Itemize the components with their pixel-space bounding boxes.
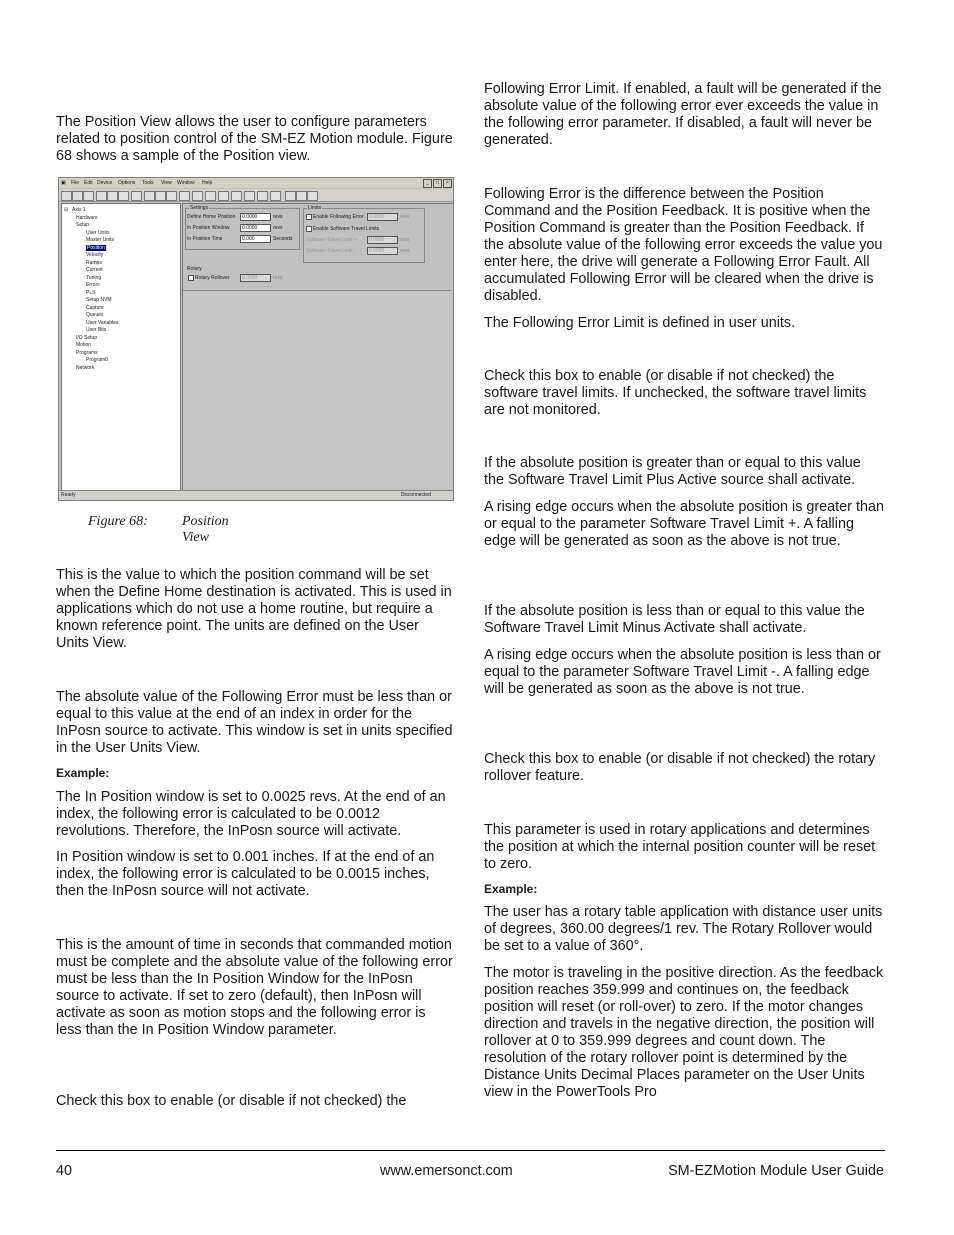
inpos-time-unit: Seconds	[273, 236, 293, 242]
context-help-icon[interactable]	[307, 191, 318, 201]
position-settings-panel	[182, 203, 454, 491]
rotary-motor-paragraph: The motor is traveling in the positive direction. As the feedback position reaches 359.999 and continues on, the feedback position will reset (or roll-over) to zero. If the motor changes direction and travels in the negative direction, the position will rollover at 0 to 359.999 degrees and count down. The resolution of the rotary rollover point is determined by the Distance Units Decimal Places parameter on the User Units view in the PowerTools Pro	[484, 965, 884, 1100]
page-number: 40	[56, 1163, 73, 1179]
help-icon[interactable]	[296, 191, 307, 201]
example-1-paragraph: The In Position window is set to 0.0025 revs. At the end of an index, the following error is calculated to be 0.0012 revolutions. Therefore, the InPosn source will activate.	[56, 789, 446, 839]
stl-minus-label: Software Travel Limit -	[306, 248, 356, 254]
inpos-time-input[interactable]: 0.000	[240, 235, 271, 243]
tree-item-io-setup[interactable]: I/O Setup	[76, 335, 98, 341]
paste-icon[interactable]	[118, 191, 129, 201]
rotary-rollover-input[interactable]: 0.0000	[240, 274, 271, 282]
rotary-rollover-label: Rotary Rollover	[195, 275, 230, 281]
stl-minus-unit: revs	[400, 248, 410, 254]
following-error-unit: revs	[400, 214, 410, 220]
stl-minus-paragraph: If the absolute position is less than or equal to this value the Software Travel Limit Minus Activate shall activate.	[484, 603, 865, 636]
minimize-button[interactable]: _	[423, 179, 432, 188]
footer-guide-title: SM-EZMotion Module User Guide	[668, 1163, 884, 1179]
fe-limit-units-paragraph: The Following Error Limit is defined in user units.	[484, 315, 796, 331]
toolbar	[59, 189, 453, 202]
window-icon[interactable]	[257, 191, 268, 201]
figure-title: Position View	[182, 514, 229, 545]
cut-icon[interactable]	[96, 191, 107, 201]
grid-icon[interactable]	[244, 191, 255, 201]
menu-edit[interactable]: Edit	[84, 180, 93, 186]
tree-item-user-bits[interactable]: User Bits	[86, 327, 107, 333]
enable-icon[interactable]	[192, 191, 203, 201]
new-icon[interactable]	[61, 191, 72, 201]
copy-icon[interactable]	[107, 191, 118, 201]
following-error-paragraph: Following Error is the difference between the Position Command and the Position Feedback. It is positive when the Position Command is greater than the Position Feedback. If the absolute value of the following error exceeds the value you enter here, the drive will generate a Following Error Fault. All accumulated Following Error will be cleared when the drive is disabled.	[484, 186, 883, 304]
about-icon[interactable]	[285, 191, 296, 201]
tree-item-user-units[interactable]: User Units	[86, 230, 110, 236]
empty-lower-pane	[183, 290, 451, 489]
enable-stl-paragraph: Check this box to enable (or disable if not checked) the software travel limits. If unchecked, the software travel limits are not monitored.	[484, 368, 867, 418]
enable-software-travel-limits-label: Enable Software Travel Limits	[313, 226, 380, 232]
example-heading-1: Example:	[56, 766, 110, 780]
rotary-rollover-paragraph: This parameter is used in rotary applications and determines the position at which the internal position counter will be reset to zero.	[484, 822, 876, 872]
tree-item-current[interactable]: Current	[86, 267, 103, 273]
example-heading-2: Example:	[484, 882, 538, 896]
status-bar	[59, 490, 453, 500]
rotary-example-paragraph: The user has a rotary table application with distance user units of degrees, 360.00 degrees/1 rev. The Rotary Rollover would be set to a value of 360°.	[484, 904, 883, 954]
maximize-button[interactable]: □	[433, 179, 442, 188]
save-icon[interactable]	[83, 191, 94, 201]
stl-plus-paragraph: If the absolute position is greater than or equal to this value the Software Travel Limit Plus Active source shall activate.	[484, 455, 861, 488]
footer-rule	[56, 1150, 885, 1151]
footer-url[interactable]: www.emersonct.com	[380, 1163, 513, 1179]
enable-following-error-checkbox[interactable]	[306, 214, 312, 220]
tree-item-user-variables[interactable]: User Variables	[86, 320, 119, 326]
menu-file[interactable]: File	[71, 180, 80, 186]
download-icon[interactable]	[166, 191, 177, 201]
list-icon[interactable]	[270, 191, 281, 201]
following-error-input[interactable]: 0.0000	[367, 213, 398, 221]
stl-minus-input[interactable]: 0.0000	[367, 247, 398, 255]
stl-plus-edge-paragraph: A rising edge occurs when the absolute position is greater than or equal to the parameter Software Travel Limit +. A falling edge will be generated as soon as the above is not true.	[484, 499, 884, 549]
tree-item-position[interactable]: Position	[87, 245, 105, 251]
stl-plus-input[interactable]: 0.0000	[367, 236, 398, 244]
inpos-window-unit: revs	[273, 225, 283, 231]
inpos-time-paragraph: This is the amount of time in seconds that commanded motion must be complete and the absolute value of the following error must be less than the In Position Window for the InPosn source to activate. If set to zero (default), then InPosn will activate as soon as motion stops and the following error is less than the In Position Window parameter.	[56, 937, 453, 1038]
define-home-label: Define Home Position	[187, 214, 236, 220]
define-home-unit: revs	[273, 214, 283, 220]
intro-paragraph: The Position View allows the user to configure parameters related to position control of the SM-EZ Motion module. Figure 68 shows a sample of the Position view.	[56, 114, 453, 164]
rotary-enable-paragraph: Check this box to enable (or disable if not checked) the rotary rollover feature.	[484, 751, 876, 784]
tree-item-motion[interactable]: Motion	[76, 342, 92, 348]
tree-item-program0[interactable]: Program0	[86, 357, 108, 363]
rotary-group-title: Rotary	[187, 266, 202, 272]
watch-icon[interactable]	[231, 191, 242, 201]
tree-item-network[interactable]: Network	[76, 365, 95, 371]
stl-plus-label: Software Travel Limit +	[306, 237, 357, 243]
status-ready: Ready	[61, 492, 76, 498]
navigation-tree	[61, 203, 181, 491]
stl-minus-edge-paragraph: A rising edge occurs when the absolute position is less than or equal to the parameter Software Travel Limit -. A falling edge will be generated as soon as the above is not true.	[484, 647, 881, 697]
settings-group-title: Settings	[190, 205, 209, 211]
fe-limit-paragraph: Following Error Limit. If enabled, a fault will be generated if the absolute value of the following error ever exceeds the value in the following error parameter. If disabled, a fault will never be generated.	[484, 81, 882, 148]
tree-item-axis[interactable]: Axis 1	[72, 207, 86, 213]
close-button[interactable]: ×	[443, 179, 452, 188]
enable-fe-paragraph: Check this box to enable (or disable if not checked) the	[56, 1093, 407, 1109]
inpos-time-label: In Position Time	[187, 236, 223, 242]
tree-item-velocity[interactable]: Velocity	[86, 252, 104, 258]
tree-item-master-units[interactable]: Master Units	[86, 237, 115, 243]
run-icon[interactable]	[179, 191, 190, 201]
menu-help[interactable]: Help	[202, 180, 213, 186]
menu-bar	[59, 178, 453, 188]
inpos-window-paragraph: The absolute value of the Following Error must be less than or equal to this value at the end of an index in order for the InPosn source to activate. This window is set in units specified in the User Units View.	[56, 689, 453, 756]
limits-group-title: Limits	[308, 205, 322, 211]
upload-icon[interactable]	[155, 191, 166, 201]
menu-window[interactable]: Window	[177, 180, 195, 186]
enable-software-travel-limits-checkbox[interactable]	[306, 226, 312, 232]
menu-options[interactable]: Options	[118, 180, 136, 186]
connect-icon[interactable]	[144, 191, 155, 201]
tree-item-hardware[interactable]: Hardware	[76, 215, 98, 221]
tree-item-tuning[interactable]: Tuning	[86, 275, 102, 281]
step-icon[interactable]	[218, 191, 229, 201]
stop-icon[interactable]	[205, 191, 216, 201]
define-home-paragraph: This is the value to which the position command will be set when the Define Home destination is activated. This is used in applications which do not use a home routine, but require a known reference point. The units are defined on the User Units View.	[56, 567, 452, 651]
tree-item-queues[interactable]: Queues	[86, 312, 104, 318]
open-icon[interactable]	[72, 191, 83, 201]
status-connection: Disconnected	[400, 492, 431, 498]
menu-device[interactable]: Device	[97, 180, 113, 186]
app-icon: ▣	[61, 180, 66, 186]
menu-tools[interactable]: Tools	[142, 180, 154, 186]
inpos-window-input[interactable]: 0.0000	[240, 224, 271, 232]
stl-plus-unit: revs	[400, 237, 410, 243]
tree-item-setup[interactable]: Setup	[76, 222, 90, 228]
tree-item-pls[interactable]: PLS	[86, 290, 96, 296]
example-2-paragraph: In Position window is set to 0.001 inches. If at the end of an index, the following error is calculated to be 0.0015 inches, then the InPosn source will not activate.	[56, 849, 435, 899]
tree-item-setup-nvm[interactable]: Setup NVM	[86, 297, 112, 303]
define-home-input[interactable]: 0.0000	[240, 213, 271, 221]
enable-following-error-label: Enable Following Error	[313, 214, 364, 220]
tree-item-ramps[interactable]: Ramps	[86, 260, 102, 266]
tree-expander-icon[interactable]: ⊟	[64, 207, 69, 213]
menu-view[interactable]: View	[161, 180, 172, 186]
figure-caption	[88, 514, 229, 545]
rotary-rollover-unit: revs	[273, 275, 283, 281]
tree-item-capture[interactable]: Capture	[86, 305, 104, 311]
inpos-window-label: In Position Window	[187, 225, 230, 231]
tree-item-programs[interactable]: Programs	[76, 350, 98, 356]
tree-item-errors[interactable]: Errors	[86, 282, 100, 288]
rotary-rollover-checkbox[interactable]	[188, 275, 194, 281]
figure-number: Figure 68:	[88, 514, 148, 529]
print-icon[interactable]	[131, 191, 142, 201]
position-view-screenshot	[58, 177, 454, 501]
